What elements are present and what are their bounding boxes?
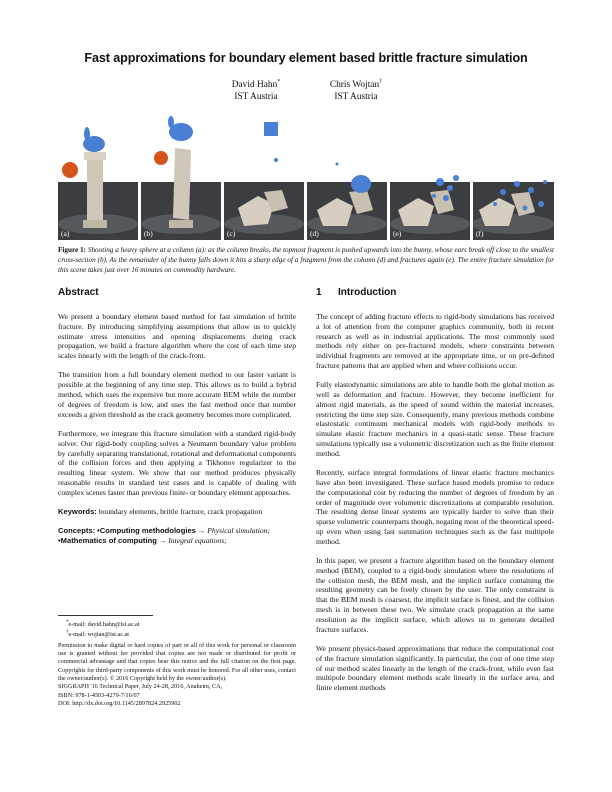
permission-notice: Permission to make digital or hard copies of part or all of this work for personal or classroom use is granted without fee provided that copies are not made or distributed for profit or commercial advantage and that copies bear this notice and the full citation on the first page. Copyrights for third-party components of this work must be honored. For all other uses, contact the owner/author(s). © 2016 Copyright held by the owner/author(s). bbox=[58, 641, 296, 682]
intro-paragraph: The concept of adding fracture effects to rigid-body simulations has received a lot of attention from the computer graphics community, both in recent research as well as in industrial applications. The most commonly used methods rely either on pre-fractured models, where constraints between individual fragments are removed at the appropriate time, or on pre-defined fracture patterns that are applied when and where collisions occur. bbox=[316, 312, 554, 370]
concept-1-arrow: → bbox=[197, 526, 206, 536]
figure-panel-e bbox=[390, 112, 470, 240]
sphere bbox=[154, 151, 168, 165]
figure-caption bbox=[58, 246, 554, 275]
intro-paragraph: Fully elastodynamic simulations are able to handle both the global motion as well as deformation and fracture. However, they become inefficient for almost rigid materials, as the speed of sound within the material increases, restricting the time step size. Consequently, many previous methods combine elastostatic continuum mechanical models with rigid-body methods to simulate elastic fracture mechanics in a quasi-static sense. These fracture simulations typically use a volumetric discretization such as the finite element method. bbox=[316, 380, 554, 458]
concept-1: •Computing methodologies bbox=[97, 526, 196, 536]
paper-title: Fast approximations for boundary element based brittle fracture simulation bbox=[84, 51, 528, 65]
panel-label-f: (f) bbox=[476, 229, 484, 238]
concept-2: •Mathematics of computing bbox=[58, 536, 157, 546]
panel-label-c: (c) bbox=[227, 229, 236, 238]
panel-label-b: (b) bbox=[144, 229, 153, 238]
concept-2-arrow: → bbox=[158, 536, 167, 546]
introduction-heading bbox=[316, 288, 554, 300]
panel-c-render bbox=[224, 112, 304, 240]
author-1-affiliation: IST Austria bbox=[234, 92, 278, 103]
section-number: 1 bbox=[316, 287, 322, 298]
footnote-email-2: †e-mail: wojtan@ist.ac.at bbox=[66, 630, 130, 639]
figure-panel-b bbox=[141, 112, 221, 240]
keywords-text: boundary elements, brittle fracture, crack propagation bbox=[98, 507, 263, 517]
panel-label-e: (e) bbox=[393, 229, 402, 238]
intro-paragraph: We present physics-based approximations that reduce the computational cost of the fracture simulation significantly. In particular, the cost of one time step of our method scales linearly in the length of the crack-front, while even fast multipole boundary element methods scale linearly in the surface area, and finite element methods bbox=[316, 643, 554, 693]
abstract-paragraph: We present a boundary element based method for fast simulation of brittle fracture. By introducing simplifying assumptions that allow us to quickly estimate stress intensities and opening displacements during crack propagation, we build a fracture algorithm where the cost of each time step scales linearly with the length of the crack-front. bbox=[58, 312, 296, 361]
panel-e-render bbox=[390, 112, 470, 240]
author-2-mark: † bbox=[379, 79, 383, 85]
caption-label: Figure 1: bbox=[58, 246, 87, 254]
author-2-affiliation: IST Austria bbox=[334, 92, 378, 103]
bunny bbox=[351, 175, 371, 193]
intro-paragraph: Recently, surface integral formulations of linear elastic fracture mechanics have also been investigated. These surface based models promise to reduce the computational cost by reducing the number of degrees of freedom by an order of magnitude over volumetric discretizations at comparable resolution. The resulting dense linear systems are typically harder to solve than their sparse volumetric counterparts though, negating most of the theoretical speed-up even when using fast summation techniques such as the fast multipole method. bbox=[316, 468, 554, 546]
ccs-concepts bbox=[58, 526, 296, 546]
teaser-figure bbox=[58, 112, 554, 240]
column-capital bbox=[84, 152, 106, 160]
panel-label-d: (d) bbox=[310, 229, 319, 238]
column-base bbox=[83, 220, 107, 228]
footnote-email-1: *e-mail: david.hahn@ist.ac.at bbox=[66, 620, 140, 629]
author-2 bbox=[296, 76, 416, 103]
abstract-paragraph: The transition from a full boundary element method to our faster variant is possible at the beginning of any time step. This allows us to build a hybrid method, which uses the expensive but more accurate BEM while the number of degrees of freedom is low, and uses the fast method once that number exceeds a given threshold as the crack geometry becomes more complicated. bbox=[58, 370, 296, 419]
footnotes bbox=[58, 615, 296, 708]
keywords bbox=[58, 507, 296, 517]
figure-panel-d bbox=[307, 112, 387, 240]
author-1-name: David Hahn bbox=[231, 80, 278, 91]
bunny-fragment bbox=[264, 122, 278, 136]
tilted-column bbox=[173, 148, 191, 220]
concept-1-sub: Physical simulation; bbox=[207, 526, 270, 536]
intro-paragraph: In this paper, we present a fracture algorithm based on the boundary element method (BEM), coupled to a rigid-body simulation where the resolutions of the collision mesh, the BEM mesh, and the implicit surface containing the resulting geometry can be freely chosen by the user. The only constraint is that the BEM mesh is coarsest, the implicit surface is finest, and the collision mesh is in between these two. We simulate crack propagation at the same resolution as the implicit surface, which allows us to generate detailed fracture surfaces. bbox=[316, 556, 554, 634]
keywords-label: Keywords: bbox=[58, 507, 97, 517]
author-1-mark: * bbox=[277, 79, 281, 85]
concepts-label: Concepts: bbox=[58, 526, 96, 536]
panel-b-render bbox=[141, 112, 221, 240]
sphere bbox=[62, 162, 78, 178]
abstract-heading: Abstract bbox=[58, 287, 99, 298]
abstract-paragraph: Furthermore, we integrate this fracture simulation with a standard rigid-body solver. Our rigid-body coupling solves a Neumann boundary value problem by carefully separating translational, rotational and deformational components of the collision forces and then applying a Tikhonov regularizer to the resulting linear system. We show that our method produces physically reasonable results in standard test cases and is capable of dealing with complex scenes faster than previous finite- or boundary element approaches. bbox=[58, 428, 296, 497]
left-column bbox=[58, 288, 296, 555]
figure-panel-f bbox=[473, 112, 554, 240]
right-column bbox=[316, 288, 554, 702]
panel-f-render bbox=[473, 112, 554, 240]
figure-panel-a bbox=[58, 112, 138, 240]
column-shaft bbox=[87, 160, 103, 222]
footnote-rule bbox=[58, 615, 153, 616]
isbn-line: ISBN: 978-1-4503-4279-7/16/07 bbox=[58, 691, 140, 699]
panel-d-render bbox=[307, 112, 387, 240]
section-title: Introduction bbox=[338, 287, 397, 298]
panel-label-a: (a) bbox=[61, 229, 70, 238]
figure-panel-c bbox=[224, 112, 304, 240]
concept-2-sub: Integral equations; bbox=[168, 536, 227, 546]
doi-line: DOI: http://dx.doi.org/10.1145/2897824.2925902 bbox=[58, 699, 181, 707]
caption-text: Shooting a heavy sphere at a column (a): as the column breaks, the topmost fragment is pushed upwards into the bunny, whose ears break off close to the smallest cross-section (b). As the remainder of the bunny falls down it hits a sharp edge of a fragment from the column (d) and fractures again (e). The entire fracture simulation for this scene takes just over 16 minutes on commodity hardware. bbox=[58, 246, 555, 274]
panel-a-render bbox=[58, 112, 138, 240]
venue-line: SIGGRAPH '16 Technical Paper, July 24-28, 2016, Anaheim, CA, bbox=[58, 683, 223, 691]
author-2-name: Chris Wojtan bbox=[329, 80, 380, 91]
